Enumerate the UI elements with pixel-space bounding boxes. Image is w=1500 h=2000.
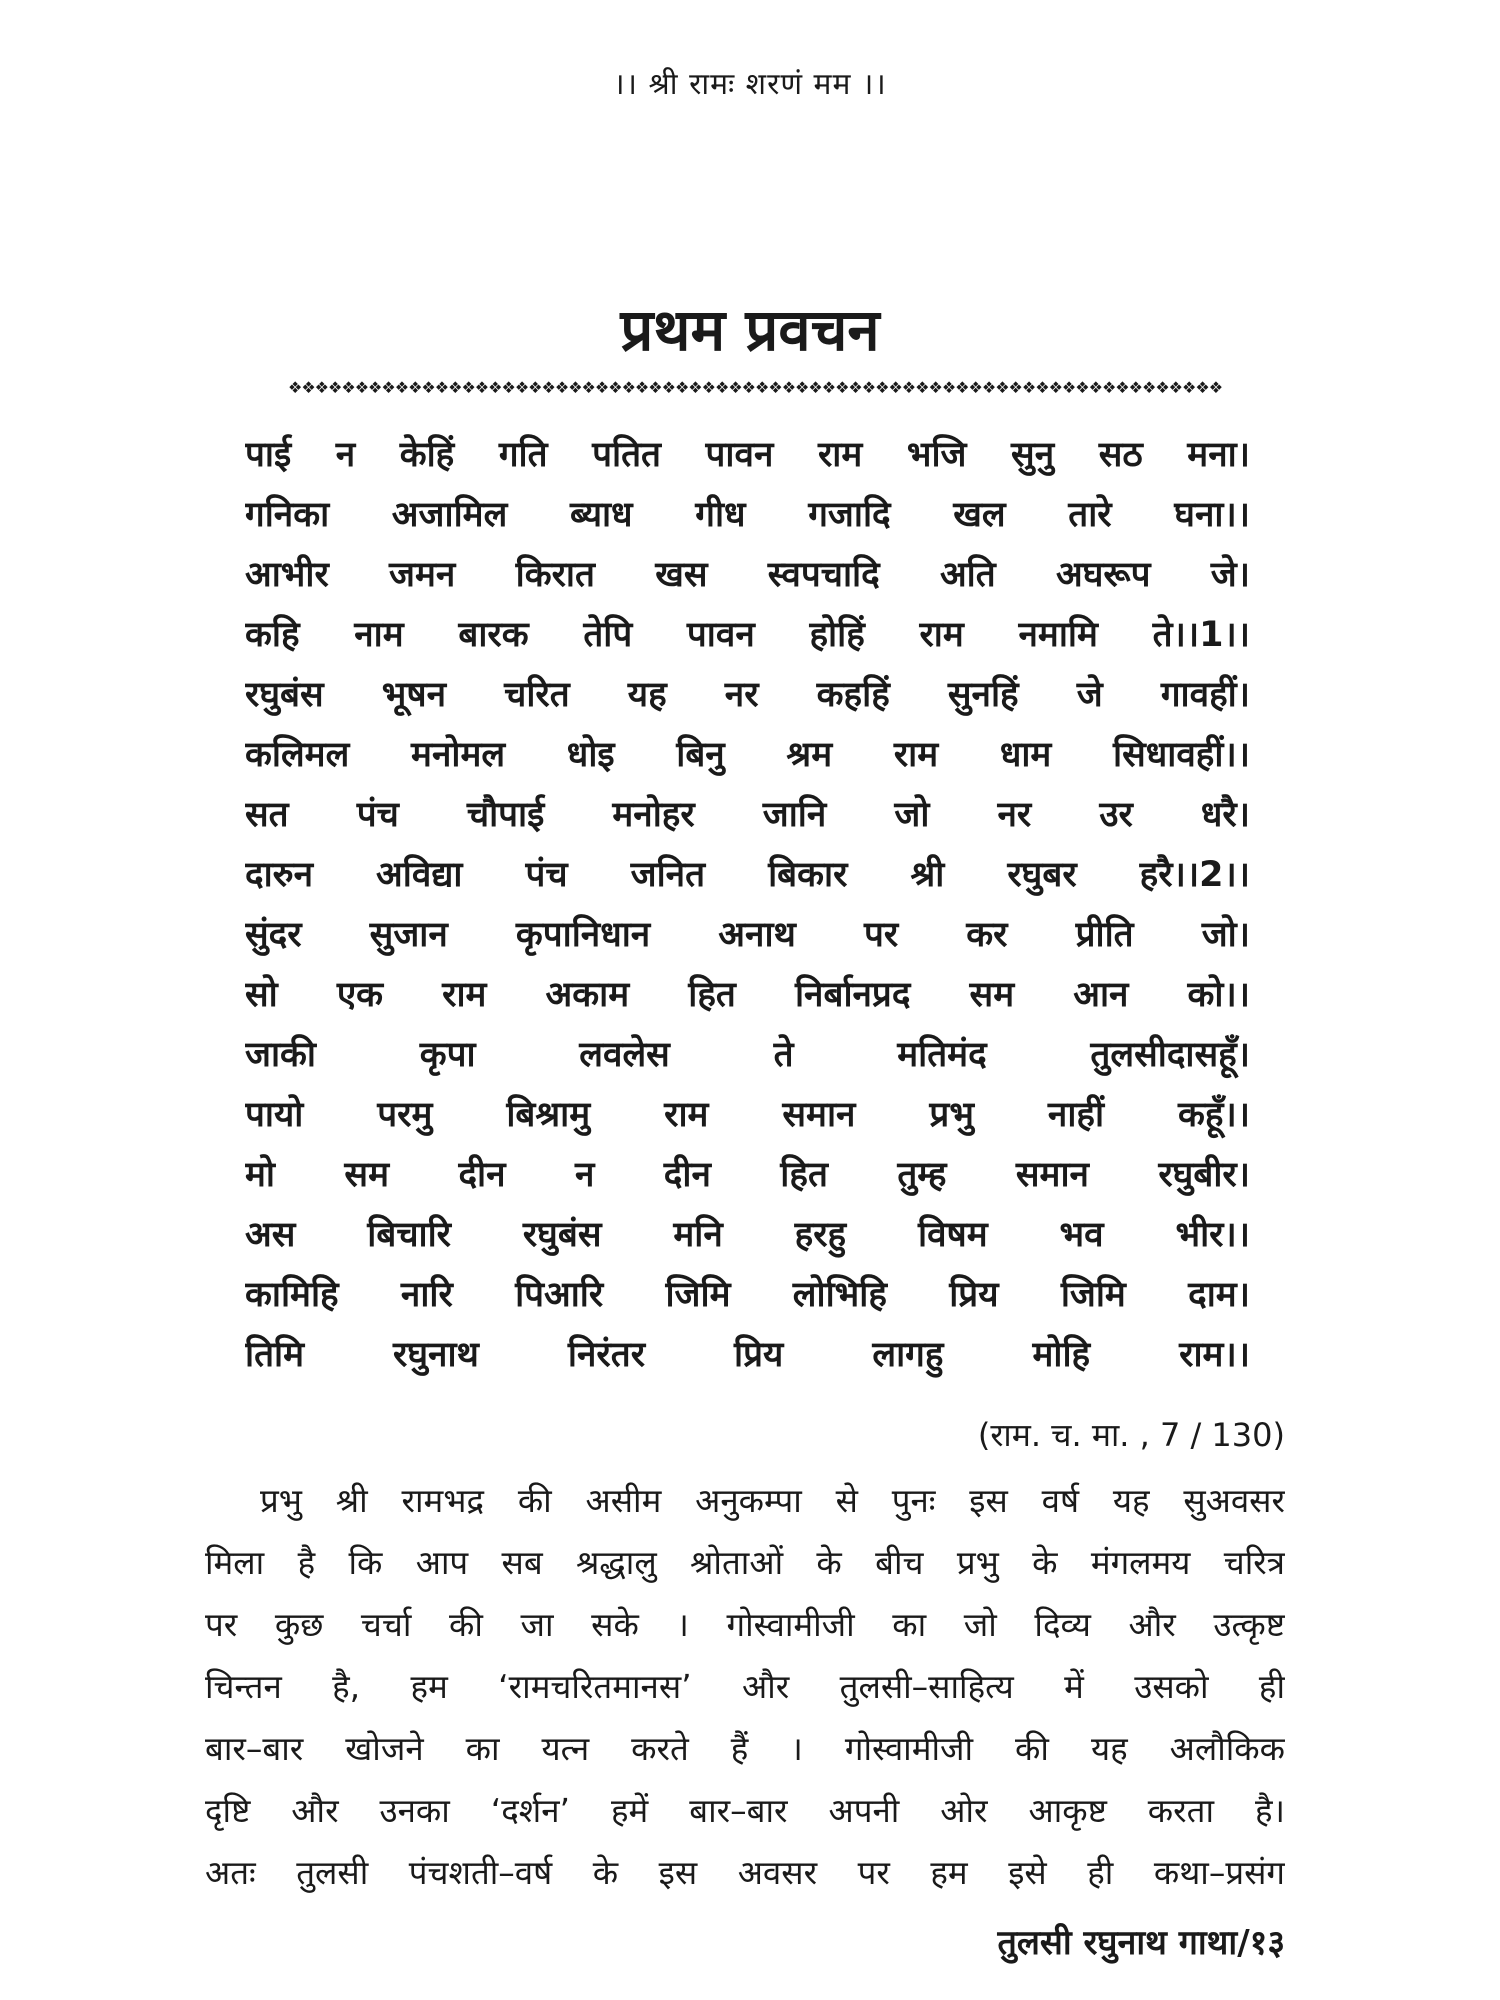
verse-line: कहि नाम बारक तेपि पावन होहिं राम नमामि ते।।1।।	[245, 615, 1250, 655]
prose-line: बार–बार खोजने का यत्न करते हैं । गोस्वामीजी की यह अलौकिक	[205, 1729, 1285, 1768]
verse-line: सो एक राम अकाम हित निर्बानप्रद सम आन को।।	[245, 975, 1250, 1015]
verse-line: सुंदर सुजान कृपानिधान अनाथ पर कर प्रीति जो।	[245, 915, 1250, 955]
verse-line: अस बिचारि रघुबंस मनि हरहु विषम भव भीर।।	[245, 1215, 1250, 1255]
verse-line: रघुबंस भूषन चरित यह नर कहहिं सुनहिं जे गावहीं।	[245, 675, 1250, 715]
verse-line: पाई न केहिं गति पतित पावन राम भजि सुनु सठ मना।	[245, 435, 1250, 475]
chapter-title: प्रथम प्रवचन	[620, 296, 880, 364]
verse-line: कामिहि नारि पिआरि जिमि लोभिहि प्रिय जिमि दाम।	[245, 1275, 1250, 1315]
verse-line: गनिका अजामिल ब्याध गीध गजादि खल तारे घना।।	[245, 495, 1250, 535]
verse-line: मो सम दीन न दीन हित तुम्ह समान रघुबीर।	[245, 1155, 1250, 1195]
verse-line: कलिमल मनोमल धोइ बिनु श्रम राम धाम सिधावहीं।।	[245, 735, 1250, 775]
verse-line: जाकी कृपा लवलेस ते मतिमंद तुलसीदासहूँ।	[245, 1035, 1250, 1075]
page-footer-book-title: तुलसी रघुनाथ गाथा/१३	[997, 1923, 1285, 1963]
verse-line: आभीर जमन किरात खस स्वपचादि अति अघरूप जे।	[245, 555, 1250, 595]
prose-line: चिन्तन है, हम ‘रामचरितमानस’ और तुलसी–साहित्य में उसको ही	[205, 1667, 1285, 1706]
prose-paragraph	[205, 1470, 1285, 1904]
prose-line: अतः तुलसी पंचशती–वर्ष के इस अवसर पर हम इसे ही कथा–प्रसंग	[205, 1853, 1285, 1892]
prose-line: प्रभु श्री रामभद्र की असीम अनुकम्पा से पुनः इस वर्ष यह सुअवसर	[260, 1481, 1285, 1520]
verse-line: दारुन अविद्या पंच जनित बिकार श्री रघुबर हरै।।2।।	[245, 855, 1250, 895]
verse-block	[245, 425, 1250, 1385]
prose-line: मिला है कि आप सब श्रद्धालु श्रोताओं के बीच प्रभु के मंगलमय चरित्र	[205, 1543, 1285, 1582]
verse-line: पायो परमु बिश्रामु राम समान प्रभु नाहीं कहूँ।।	[245, 1095, 1250, 1135]
ornamental-divider: ❖❖❖❖❖❖❖❖❖❖❖❖❖❖❖❖❖❖❖❖❖❖❖❖❖❖❖❖❖❖❖❖❖❖❖❖❖❖❖❖❖❖❖❖❖❖❖❖❖❖❖❖❖❖❖❖❖❖❖❖❖❖❖❖❖❖❖❖❖❖	[287, 378, 1223, 397]
prose-line: दृष्टि और उनका ‘दर्शन’ हमें बार–बार अपनी ओर आकृष्ट करता है।	[205, 1791, 1285, 1830]
prose-line: पर कुछ चर्चा की जा सके । गोस्वामीजी का जो दिव्य और उत्कृष्ट	[205, 1605, 1285, 1644]
verse-citation: (राम. च. मा. , 7 / 130)	[977, 1416, 1285, 1454]
verse-line: तिमि रघुनाथ निरंतर प्रिय लागहु मोहि राम।।	[245, 1335, 1250, 1375]
verse-line: सत पंच चौपाई मनोहर जानि जो नर उर धरै।	[245, 795, 1250, 835]
page-header-invocation: ।। श्री रामः शरणं मम ।।	[613, 67, 887, 102]
